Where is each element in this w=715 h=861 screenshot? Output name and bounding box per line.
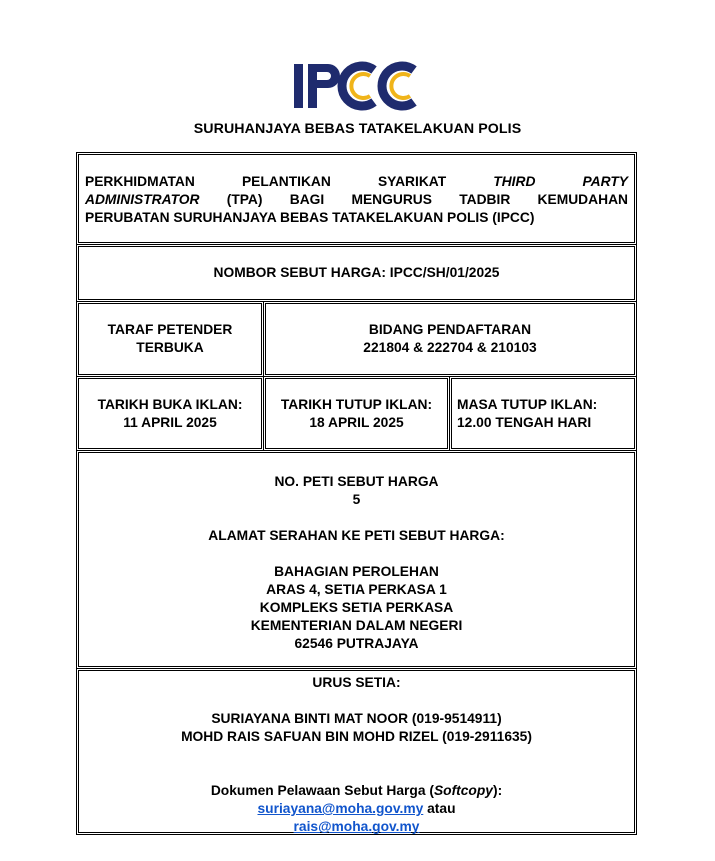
open-date-label: TARIKH BUKA IKLAN:	[97, 396, 243, 412]
address-line-3: KOMPLEKS SETIA PERKASA	[259, 600, 454, 615]
email-join: atau	[423, 801, 456, 816]
open-date-box	[76, 376, 264, 451]
close-time-label: MASA TUTUP IKLAN:	[457, 396, 598, 412]
service-line-2: ADMINISTRATOR (TPA) BAGI MENGURUS TADBIR KEMUDAHAN	[85, 192, 628, 207]
bidder-status-box	[76, 301, 264, 377]
email-link-suriayana[interactable]: suriayana@moha.gov.my	[257, 801, 424, 816]
close-time-box	[449, 376, 637, 451]
address-label: ALAMAT SERAHAN KE PETI SEBUT HARGA:	[208, 528, 505, 543]
contact-1: SURIAYANA BINTI MAT NOOR (019-9514911)	[211, 711, 502, 726]
quote-number-box	[76, 244, 637, 302]
registration-label: BIDANG PENDAFTARAN	[368, 322, 532, 337]
close-time-value: 12.00 TENGAH HARI	[457, 414, 592, 430]
close-date-value: 18 APRIL 2025	[309, 414, 404, 430]
bidder-status-value: TERBUKA	[136, 340, 204, 355]
organization-name: SURUHANJAYA BEBAS TATAKELAKUAN POLIS	[193, 121, 522, 137]
registration-codes: 221804 & 222704 & 210103	[363, 340, 537, 355]
quote-box-number: 5	[352, 492, 361, 507]
softcopy-label: Dokumen Pelawaan Sebut Harga (Softcopy):	[210, 783, 503, 798]
email-link-rais[interactable]: rais@moha.gov.my	[293, 819, 420, 834]
service-line-3: PERUBATAN SURUHANJAYA BEBAS TATAKELAKUAN POLIS (IPCC)	[85, 210, 535, 225]
quote-box-label: NO. PETI SEBUT HARGA	[274, 474, 439, 489]
contact-2: MOHD RAIS SAFUAN BIN MOHD RIZEL (019-2911635)	[181, 729, 532, 744]
open-date-value: 11 APRIL 2025	[123, 414, 217, 430]
address-line-5: 62546 PUTRAJAYA	[294, 636, 419, 651]
quote-number: NOMBOR SEBUT HARGA: IPCC/SH/01/2025	[213, 265, 500, 280]
close-date-box	[263, 376, 450, 451]
service-line-1: PERKHIDMATAN PELANTIKAN SYARIKAT THIRD PARTY	[85, 174, 628, 189]
service-title-box	[76, 152, 637, 245]
address-line-4: KEMENTERIAN DALAM NEGERI	[250, 618, 463, 633]
secretariat-box	[76, 668, 637, 835]
bidder-status-label: TARAF PETENDER	[107, 322, 233, 337]
address-line-1: BAHAGIAN PEROLEHAN	[274, 564, 439, 579]
submission-box	[76, 450, 637, 669]
email-line-2	[79, 818, 634, 836]
email-line-1	[79, 800, 634, 818]
secretariat-label: URUS SETIA:	[312, 675, 401, 690]
close-date-label: TARIKH TUTUP IKLAN:	[280, 396, 433, 412]
registration-box	[263, 301, 637, 377]
address-line-2: ARAS 4, SETIA PERKASA 1	[266, 582, 447, 597]
ipcc-logo	[292, 58, 420, 114]
